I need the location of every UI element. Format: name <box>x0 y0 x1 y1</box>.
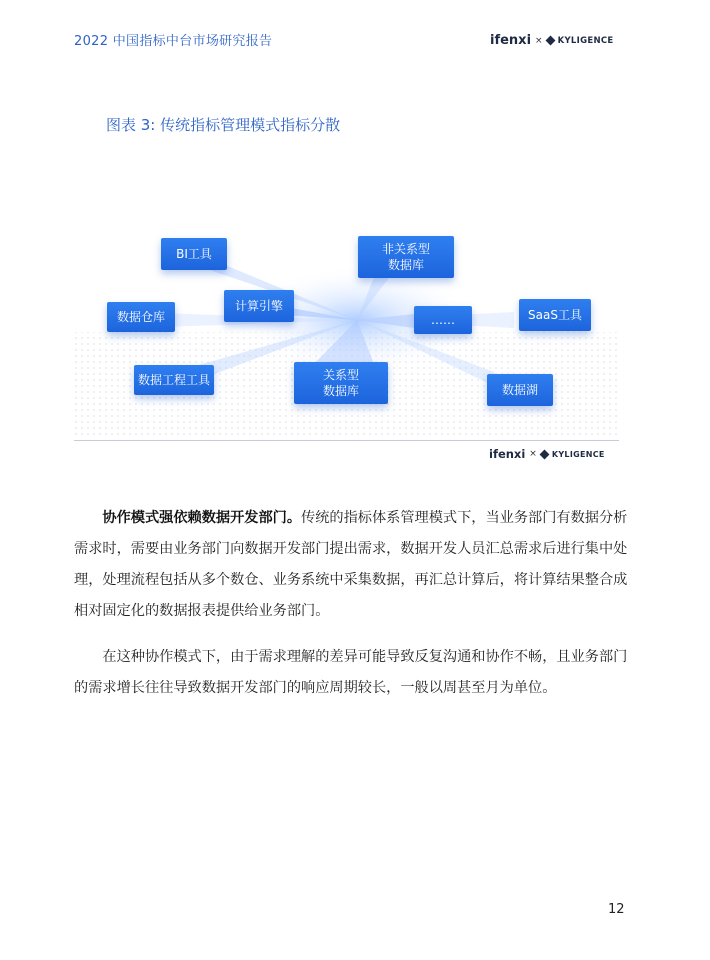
ifenxi-logo: ifenxi <box>490 33 532 48</box>
kyligence-diamond-icon <box>539 449 549 459</box>
kyligence-diamond-icon <box>545 36 555 46</box>
node-data-lake: 数据湖 <box>487 374 553 406</box>
kyligence-logo <box>547 36 614 46</box>
node-data-engineering-tool: 数据工程工具 <box>134 365 214 395</box>
node-compute-engine: 计算引擎 <box>224 290 294 322</box>
kyligence-logo-text: KYLIGENCE <box>551 449 605 459</box>
node-data-warehouse: 数据仓库 <box>107 302 175 332</box>
figure-title: 图表 3: 传统指标管理模式指标分散 <box>106 116 341 134</box>
diagram-background <box>74 222 619 442</box>
node-relational-db: 关系型 数据库 <box>294 362 388 404</box>
ifenxi-logo: ifenxi <box>489 447 526 461</box>
logo-separator: × <box>529 449 537 459</box>
page-number: 12 <box>608 902 625 917</box>
header-logos <box>490 33 614 48</box>
report-header-title: 2022 中国指标中台市场研究报告 <box>74 34 273 49</box>
node-saas-tool: SaaS工具 <box>519 299 591 331</box>
paragraph-lead-bold: 协作模式强依赖数据开发部门。 <box>102 510 302 526</box>
body-paragraph-2 <box>74 642 636 704</box>
indicator-scatter-diagram <box>74 222 619 442</box>
paragraph-text: 传统的指标体系管理模式下，当业务部门有数据分析需求时，需要由业务部门向数据开发部门提出需求，数据开发人员汇总需求后进行集中处理，处理流程包括从多个数仓、业务系统中采集数据，再汇总计算后，将计算结果整合成相对固定化的数据报表提供给业务部门。 <box>74 510 628 619</box>
node-nonrelational-db: 非关系型 数据库 <box>358 236 454 278</box>
body-paragraph-1 <box>74 503 636 627</box>
kyligence-logo <box>541 450 605 459</box>
paragraph-text: 在这种协作模式下，由于需求理解的差异可能导致反复沟通和协作不畅，且业务部门的需求增长往往导致数据开发部门的响应周期较长，一般以周甚至月为单位。 <box>74 649 628 696</box>
node-ellipsis: …… <box>414 306 472 334</box>
node-bi-tool: BI工具 <box>161 238 227 270</box>
figure-baseline <box>74 440 619 441</box>
figure-logos <box>489 447 605 461</box>
logo-separator: × <box>535 35 543 46</box>
kyligence-logo-text: KYLIGENCE <box>557 35 614 46</box>
